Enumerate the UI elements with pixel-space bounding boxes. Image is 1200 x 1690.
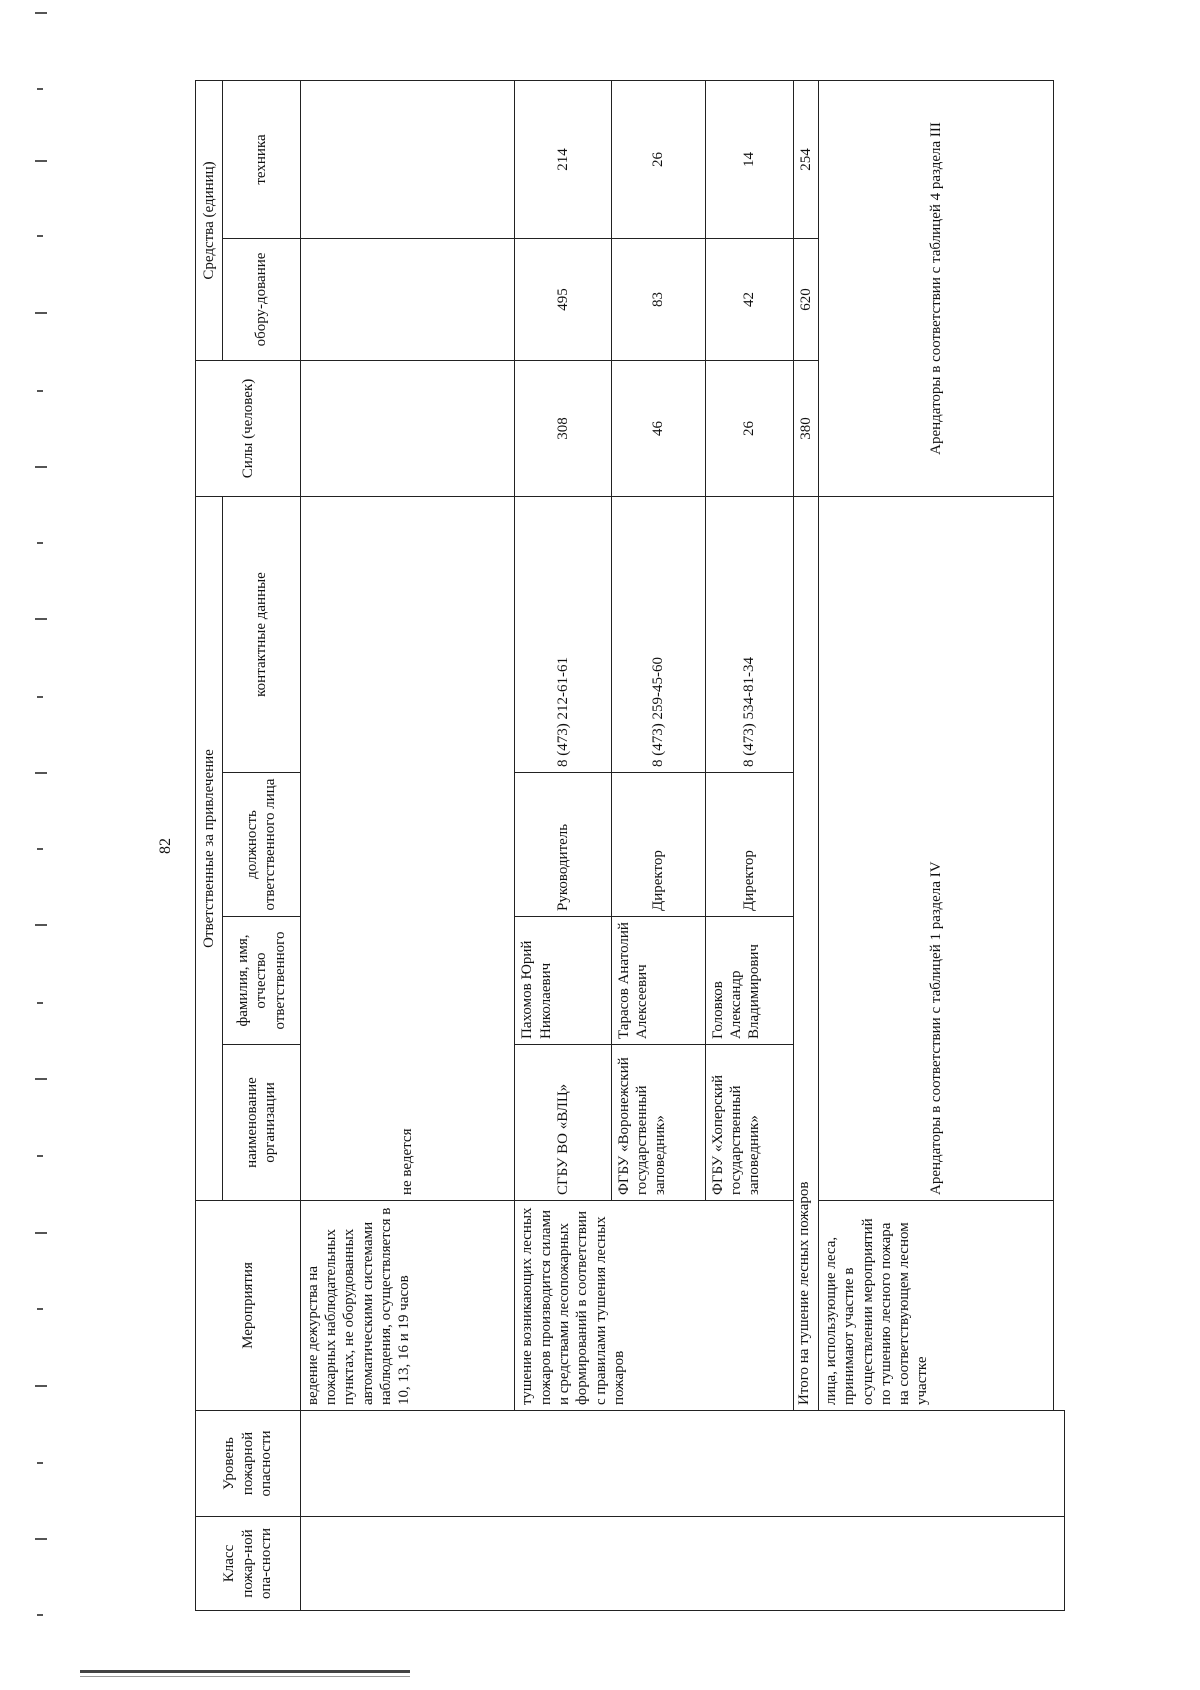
header-equipment: обору-дование <box>223 238 300 360</box>
margin-mark <box>35 1232 47 1234</box>
org-fio: Пахомов Юрий Николаевич <box>515 917 611 1045</box>
duty-forces <box>300 360 515 496</box>
table-row <box>818 80 1054 1610</box>
org-equipment: 495 <box>515 238 611 360</box>
header-org-name: наименование организации <box>223 1045 300 1201</box>
header-machinery: техника <box>223 80 300 238</box>
total-label: Итого на тушение лесных пожаров <box>793 496 818 1410</box>
org-equipment: 83 <box>611 238 705 360</box>
header-forces: Силы (человек) <box>196 360 301 496</box>
org-position: Руководитель <box>515 773 611 917</box>
firefighting-measure: тушение возникающих лесных пожаров производится силами и средствами лесопожарных формирований в соответствии с правилами тушения лесных пожаров <box>515 1201 793 1411</box>
org-machinery: 14 <box>705 80 793 238</box>
margin-mark <box>35 1538 47 1540</box>
level-cell <box>300 1411 1064 1517</box>
margin-mark <box>37 1155 43 1157</box>
margin-mark <box>37 1614 43 1616</box>
total-machinery: 254 <box>793 80 818 238</box>
total-row <box>793 80 818 1610</box>
header-means: Средства (единиц) <box>196 80 223 360</box>
org-name: ФГБУ «Хоперский государственный заповедник» <box>705 1045 793 1201</box>
org-contact: 8 (473) 259-45-60 <box>611 496 705 772</box>
margin-mark <box>37 235 43 237</box>
org-machinery: 214 <box>515 80 611 238</box>
margin-mark <box>35 312 47 314</box>
header-position: должность ответственного лица <box>223 773 300 917</box>
duty-equipment <box>300 238 515 360</box>
org-contact: 8 (473) 212-61-61 <box>515 496 611 772</box>
table-row <box>515 80 611 1610</box>
margin-mark <box>37 88 43 90</box>
tenants-measure: лица, использующие леса, принимают участие в осуществлении мероприятий по тушению лесного пожара на соответствующем лесном участке <box>818 1201 1054 1411</box>
margin-mark <box>37 696 43 698</box>
org-name: СГБУ ВО «ВЛЦ» <box>515 1045 611 1201</box>
tenants-means: Арендаторы в соответствии с таблицей 4 раздела III <box>818 80 1054 496</box>
bottom-rule <box>80 1676 410 1677</box>
org-forces: 308 <box>515 360 611 496</box>
margin-mark <box>37 542 43 544</box>
header-responsible: Ответственные за привлечение <box>196 496 223 1200</box>
spacer-cell <box>1054 80 1065 1410</box>
org-position: Директор <box>611 773 705 917</box>
rotated-table-page <box>157 81 1065 1611</box>
fire-plan-table <box>195 80 1065 1611</box>
duty-note: не ведется <box>300 496 515 1200</box>
duty-measure: ведение дежурства на пожарных наблюдательных пунктах, не оборудованных автоматическими системами наблюдения, осуществляется в 10, 13, 16 и 19 часов <box>300 1201 515 1411</box>
table-row <box>300 80 515 1610</box>
margin-mark <box>35 466 47 468</box>
header-contacts: контактные данные <box>223 496 300 772</box>
duty-machinery <box>300 80 515 238</box>
org-equipment: 42 <box>705 238 793 360</box>
bottom-rule <box>80 1670 410 1673</box>
header-class: Класс пожар-ной опа-сности <box>196 1517 301 1611</box>
class-cell <box>300 1517 1064 1611</box>
total-equipment: 620 <box>793 238 818 360</box>
total-forces: 380 <box>793 360 818 496</box>
org-forces: 26 <box>705 360 793 496</box>
margin-mark <box>37 848 43 850</box>
org-fio: Головков Александр Владимирович <box>705 917 793 1045</box>
margin-mark <box>35 12 47 14</box>
org-contact: 8 (473) 534-81-34 <box>705 496 793 772</box>
org-name: ФГБУ «Воронежский государственный заповедник» <box>611 1045 705 1201</box>
margin-mark <box>37 1002 43 1004</box>
org-position: Директор <box>705 773 793 917</box>
org-forces: 46 <box>611 360 705 496</box>
org-machinery: 26 <box>611 80 705 238</box>
margin-mark <box>35 772 47 774</box>
margin-mark <box>35 1385 47 1387</box>
header-level: Уровень пожарной опасности <box>196 1411 301 1517</box>
header-measures: Мероприятия <box>196 1201 301 1411</box>
header-fio: фамилия, имя, отчество ответственного <box>223 917 300 1045</box>
tenants-responsible: Арендаторы в соответствии с таблицей 1 раздела IV <box>818 496 1054 1200</box>
margin-mark <box>37 1308 43 1310</box>
margin-mark <box>35 160 47 162</box>
margin-mark <box>35 618 47 620</box>
page-number: 82 <box>157 838 174 854</box>
margin-mark <box>35 924 47 926</box>
margin-mark <box>37 390 43 392</box>
margin-mark <box>37 1462 43 1464</box>
margin-mark <box>35 1078 47 1080</box>
org-fio: Тарасов Анатолий Алексеевич <box>611 917 705 1045</box>
